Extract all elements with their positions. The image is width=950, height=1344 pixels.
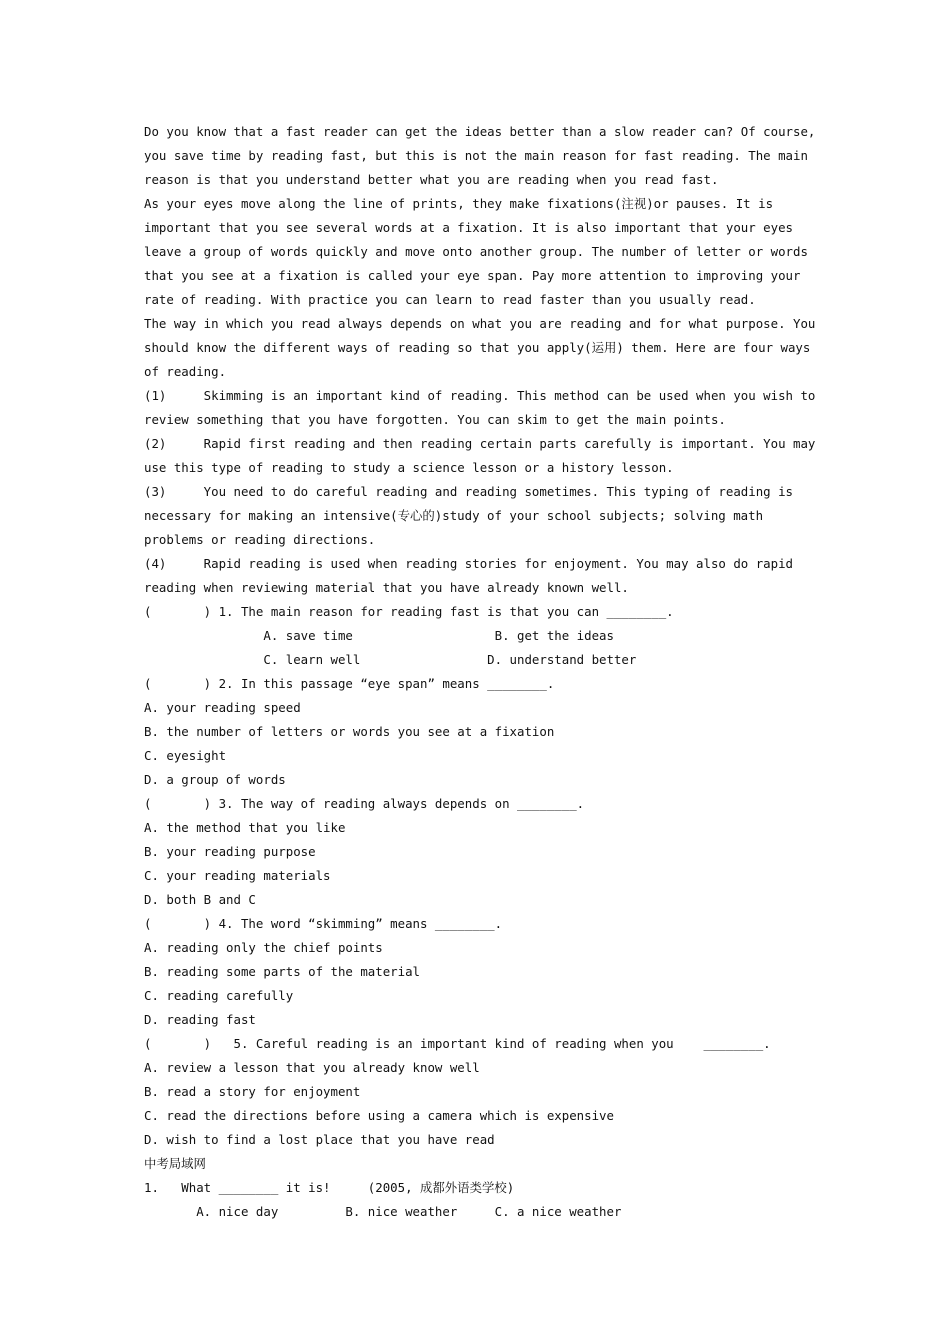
text-line: (1) Skimming is an important kind of reading. This method can be used when you wish to: [144, 388, 816, 403]
text-line: A. review a lesson that you already know well: [144, 1060, 480, 1075]
text-line: reason is that you understand better what you are reading when you read fast.: [144, 172, 719, 187]
text-line: C. learn well D. understand better: [144, 652, 637, 667]
text-line: A. the method that you like: [144, 820, 346, 835]
text-line: necessary for making an intensive(专心的)study of your school subjects; solving math: [144, 508, 764, 523]
text-line: leave a group of words quickly and move onto another group. The number of letter or words: [144, 244, 808, 259]
text-line: review something that you have forgotten. You can skim to get the main points.: [144, 412, 726, 427]
text-line: As your eyes move along the line of prints, they make fixations(注视)or pauses. It is: [144, 196, 774, 211]
text-line: you save time by reading fast, but this is not the main reason for fast reading. The main: [144, 148, 808, 163]
text-line: rate of reading. With practice you can learn to read faster than you usually read.: [144, 292, 756, 307]
text-line: ( ) 2. In this passage “eye span” means ________.: [144, 676, 555, 691]
text-line: C. your reading materials: [144, 868, 331, 883]
text-line: (2) Rapid first reading and then reading certain parts carefully is important. You may: [144, 436, 816, 451]
text-line: important that you see several words at a fixation. It is also important that your eyes: [144, 220, 794, 235]
text-line: ( ) 3. The way of reading always depends on ________.: [144, 796, 585, 811]
text-line: ( ) 5. Careful reading is an important kind of reading when you ________.: [144, 1036, 771, 1051]
text-line: C. reading carefully: [144, 988, 294, 1003]
text-line: that you see at a fixation is called your eye span. Pay more attention to improving your: [144, 268, 801, 283]
text-line: D. wish to find a lost place that you have read: [144, 1132, 495, 1147]
text-line: problems or reading directions.: [144, 532, 376, 547]
text-line: ( ) 4. The word “skimming” means ________.: [144, 916, 503, 931]
text-line: of reading.: [144, 364, 227, 379]
text-line: 中考局域网: [144, 1156, 206, 1171]
text-line: A. save time B. get the ideas: [144, 628, 614, 643]
text-line: A. your reading speed: [144, 700, 301, 715]
text-line: B. read a story for enjoyment: [144, 1084, 361, 1099]
text-line: reading when reviewing material that you have already known well.: [144, 580, 629, 595]
text-line: (4) Rapid reading is used when reading stories for enjoyment. You may also do rapid: [144, 556, 794, 571]
text-line: D. both B and C: [144, 892, 256, 907]
text-line: D. a group of words: [144, 772, 286, 787]
text-line: B. reading some parts of the material: [144, 964, 421, 979]
text-line: Do you know that a fast reader can get the ideas better than a slow reader can? Of course,: [144, 124, 816, 139]
text-line: B. your reading purpose: [144, 844, 316, 859]
text-line: B. the number of letters or words you see at a fixation: [144, 724, 555, 739]
text-line: should know the different ways of reading so that you apply(运用) them. Here are four ways: [144, 340, 811, 355]
text-line: (3) You need to do careful reading and reading sometimes. This typing of reading is: [144, 484, 794, 499]
text-line: 1. What ________ it is! (2005, 成都外语类学校): [144, 1180, 515, 1195]
document-text: [144, 120, 816, 1224]
text-line: use this type of reading to study a science lesson or a history lesson.: [144, 460, 674, 475]
text-line: ( ) 1. The main reason for reading fast is that you can ________.: [144, 604, 674, 619]
text-line: D. reading fast: [144, 1012, 256, 1027]
text-line: C. eyesight: [144, 748, 227, 763]
text-line: C. read the directions before using a camera which is expensive: [144, 1108, 614, 1123]
text-line: A. nice day B. nice weather C. a nice weather: [144, 1204, 622, 1219]
text-line: The way in which you read always depends on what you are reading and for what purpose. You: [144, 316, 816, 331]
text-line: A. reading only the chief points: [144, 940, 383, 955]
